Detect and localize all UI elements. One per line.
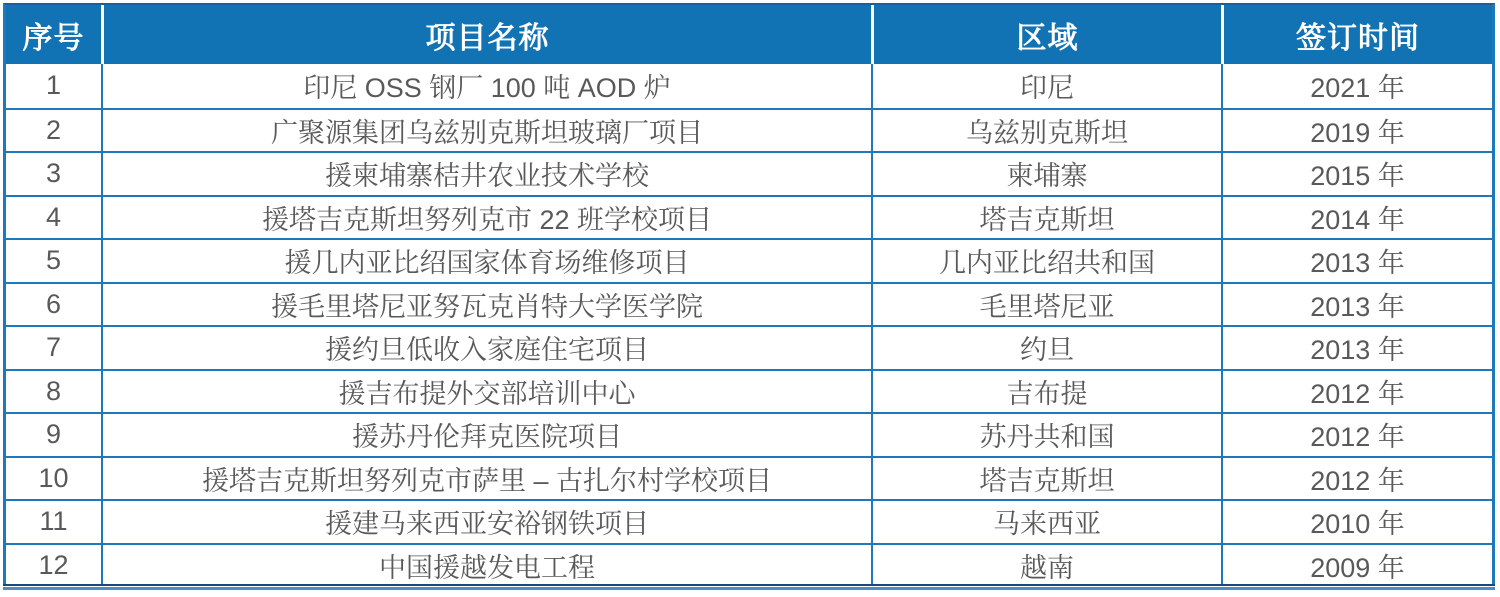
cell-region: 塔吉克斯坦 (871, 197, 1221, 239)
cell-index: 9 (45, 419, 62, 450)
column-header-region: 区域 (871, 5, 1221, 64)
table-row (6, 325, 1492, 369)
cell-name: 援塔吉克斯坦努列克市萨里 – 古扎尔村学校项目 (101, 458, 871, 500)
cell-region: 印尼 (871, 64, 1221, 108)
cell-name: 援建马来西亚安裕钢铁项目 (101, 501, 871, 543)
table-row (6, 456, 1492, 500)
cell-index: 6 (45, 288, 62, 319)
column-header-name: 项目名称 (101, 5, 871, 64)
cell-name: 援苏丹伦拜克医院项目 (101, 414, 871, 456)
bottom-dark-line (3, 584, 1495, 586)
cell-region: 吉布提 (871, 371, 1221, 413)
table-bottom-rule (3, 584, 1495, 590)
cell-year: 2019 年 (1221, 110, 1492, 152)
cell-region: 越南 (871, 545, 1221, 587)
cell-name: 援塔吉克斯坦努列克市 22 班学校项目 (101, 197, 871, 239)
cell-index: 5 (45, 245, 62, 276)
bottom-accent-line (3, 587, 1495, 590)
cell-index: 7 (45, 332, 62, 363)
table-row (6, 369, 1492, 413)
cell-region: 乌兹别克斯坦 (871, 110, 1221, 152)
cell-year: 2013 年 (1221, 240, 1492, 282)
cell-year: 2014 年 (1221, 197, 1492, 239)
table-header-row (6, 5, 1492, 64)
cell-name: 印尼 OSS 钢厂 100 吨 AOD 炉 (101, 64, 871, 108)
table-row (6, 151, 1492, 195)
cell-index: 3 (45, 158, 62, 189)
cell-region: 苏丹共和国 (871, 414, 1221, 456)
table-row (6, 108, 1492, 152)
cell-region: 毛里塔尼亚 (871, 284, 1221, 326)
cell-index: 8 (45, 375, 62, 406)
cell-region: 塔吉克斯坦 (871, 458, 1221, 500)
table-body (6, 64, 1492, 586)
cell-name: 援毛里塔尼亚努瓦克肖特大学医学院 (101, 284, 871, 326)
cell-name: 援柬埔寨桔井农业技术学校 (101, 153, 871, 195)
table-row (6, 412, 1492, 456)
cell-year: 2021 年 (1221, 64, 1492, 108)
cell-index: 4 (45, 201, 62, 232)
cell-region: 马来西亚 (871, 501, 1221, 543)
cell-year: 2010 年 (1221, 501, 1492, 543)
cell-index: 1 (45, 70, 62, 101)
cell-name: 援约旦低收入家庭住宅项目 (101, 327, 871, 369)
cell-year: 2013 年 (1221, 284, 1492, 326)
cell-name: 广聚源集团乌兹别克斯坦玻璃厂项目 (101, 110, 871, 152)
cell-region: 柬埔寨 (871, 153, 1221, 195)
cell-index: 11 (39, 506, 68, 537)
cell-year: 2013 年 (1221, 327, 1492, 369)
cell-index: 10 (38, 462, 69, 493)
table-row (6, 64, 1492, 108)
cell-name: 中国援越发电工程 (101, 545, 871, 587)
table-row (6, 499, 1492, 543)
cell-name: 援几内亚比绍国家体育场维修项目 (101, 240, 871, 282)
table-row (6, 195, 1492, 239)
cell-year: 2012 年 (1221, 458, 1492, 500)
cell-index: 2 (45, 114, 62, 145)
table-row (6, 543, 1492, 587)
cell-region: 几内亚比绍共和国 (871, 240, 1221, 282)
cell-index: 12 (38, 549, 69, 580)
cell-year: 2015 年 (1221, 153, 1492, 195)
projects-table (3, 3, 1495, 586)
cell-region: 约旦 (871, 327, 1221, 369)
column-header-year: 签订时间 (1221, 5, 1492, 64)
cell-year: 2012 年 (1221, 414, 1492, 456)
table-row (6, 282, 1492, 326)
cell-year: 2012 年 (1221, 371, 1492, 413)
column-header-index: 序号 (22, 21, 85, 55)
cell-year: 2009 年 (1221, 545, 1492, 587)
cell-name: 援吉布提外交部培训中心 (101, 371, 871, 413)
table-row (6, 238, 1492, 282)
